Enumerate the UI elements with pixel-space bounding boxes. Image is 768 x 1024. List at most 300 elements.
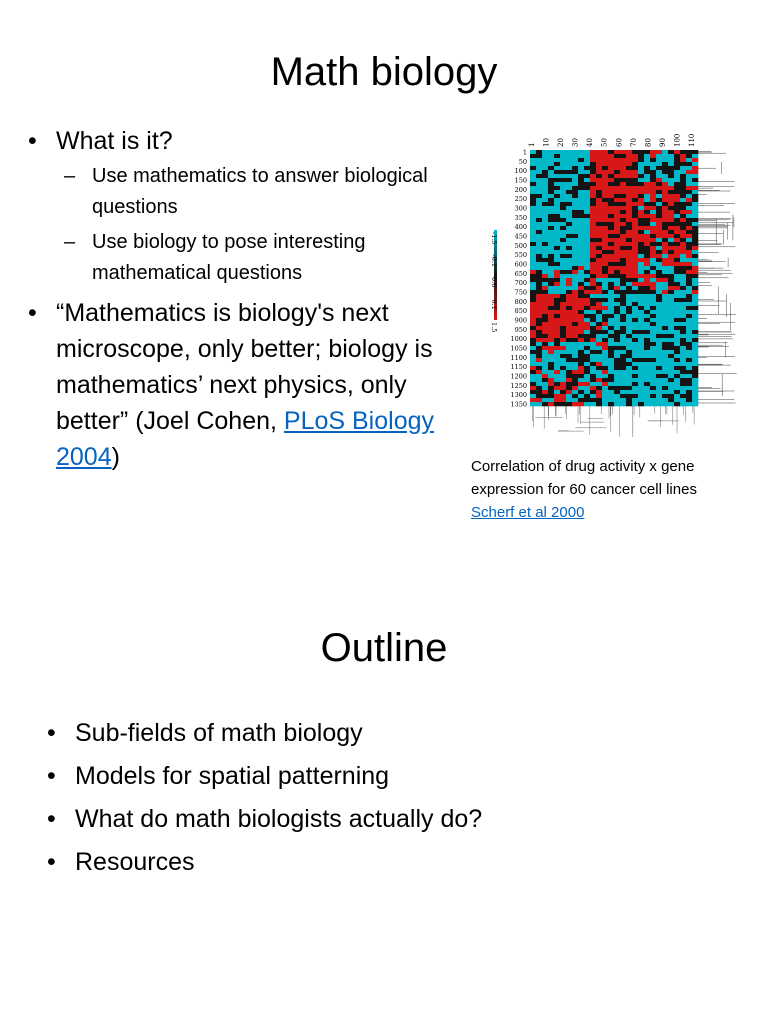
- heatmap-cell: [548, 330, 554, 334]
- heatmap-cell: [668, 242, 674, 246]
- heatmap-cell: [536, 358, 542, 362]
- heatmap-cell: [668, 390, 674, 394]
- heatmap-cell: [638, 390, 644, 394]
- heatmap-cell: [566, 274, 572, 278]
- heatmap-cell: [644, 326, 650, 330]
- heatmap-cell: [566, 262, 572, 266]
- heatmap-cell: [548, 370, 554, 374]
- heatmap-cell: [596, 382, 602, 386]
- heatmap-cell: [548, 286, 554, 290]
- bullet-what-is-it: [28, 123, 478, 289]
- heatmap-cell: [692, 166, 698, 170]
- heatmap-cell: [554, 162, 560, 166]
- heatmap-cell: [638, 238, 644, 242]
- heatmap-cell: [656, 250, 662, 254]
- heatmap-cell: [608, 402, 614, 406]
- heatmap-cell: [662, 362, 668, 366]
- heatmap-cell: [566, 326, 572, 330]
- heatmap-cell: [590, 178, 596, 182]
- heatmap-cell: [668, 310, 674, 314]
- heatmap-cell: [590, 154, 596, 158]
- heatmap-cell: [548, 206, 554, 210]
- heatmap-cell: [584, 354, 590, 358]
- heatmap-cell: [602, 222, 608, 226]
- heatmap-cell: [560, 294, 566, 298]
- heatmap-cell: [668, 154, 674, 158]
- heatmap-cell: [560, 254, 566, 258]
- heatmap-cell: [608, 286, 614, 290]
- heatmap-cell: [548, 234, 554, 238]
- heatmap-cell: [566, 294, 572, 298]
- heatmap-cell: [572, 326, 578, 330]
- heatmap-cell: [554, 354, 560, 358]
- heatmap-cell: [536, 170, 542, 174]
- heatmap-cell: [608, 258, 614, 262]
- heatmap-cell: [548, 194, 554, 198]
- heatmap-cell: [596, 306, 602, 310]
- heatmap-cell: [644, 238, 650, 242]
- heatmap-cell: [536, 174, 542, 178]
- heatmap-cell: [566, 322, 572, 326]
- heatmap-cell: [620, 158, 626, 162]
- heatmap-cell: [638, 202, 644, 206]
- heatmap-cell: [650, 286, 656, 290]
- heatmap-cell: [680, 218, 686, 222]
- heatmap-cell: [602, 298, 608, 302]
- heatmap-cell: [578, 222, 584, 226]
- heatmap-cell: [530, 230, 536, 234]
- heatmap-cell: [632, 374, 638, 378]
- heatmap-cell: [542, 382, 548, 386]
- heatmap-cell: [578, 322, 584, 326]
- heatmap-cell: [566, 286, 572, 290]
- heatmap-cell: [686, 234, 692, 238]
- heatmap-cell: [650, 278, 656, 282]
- heatmap-cell: [530, 334, 536, 338]
- heatmap-cell: [536, 246, 542, 250]
- heatmap-cell: [638, 198, 644, 202]
- heatmap-cell: [650, 198, 656, 202]
- heatmap-cell: [626, 186, 632, 190]
- heatmap-cell: [590, 330, 596, 334]
- dash-glyph: –: [64, 231, 76, 253]
- heatmap-cell: [620, 314, 626, 318]
- heatmap-cell: [596, 314, 602, 318]
- heatmap-cell: [578, 278, 584, 282]
- heatmap-cell: [662, 350, 668, 354]
- heatmap-cell: [536, 190, 542, 194]
- heatmap-cell: [656, 262, 662, 266]
- heatmap-cell: [596, 218, 602, 222]
- heatmap-cell: [554, 366, 560, 370]
- heatmap-cell: [542, 290, 548, 294]
- heatmap-cell: [662, 374, 668, 378]
- heatmap-cell: [668, 262, 674, 266]
- row-tick-label: 900: [514, 316, 527, 325]
- heatmap-cell: [596, 206, 602, 210]
- heatmap-cell: [644, 174, 650, 178]
- heatmap-cell: [584, 166, 590, 170]
- heatmap-cell: [650, 226, 656, 230]
- heatmap-cell: [584, 206, 590, 210]
- heatmap-cell: [686, 370, 692, 374]
- heatmap-cell: [644, 322, 650, 326]
- heatmap-cell: [686, 402, 692, 406]
- heatmap-cell: [572, 342, 578, 346]
- heatmap-cell: [614, 282, 620, 286]
- heatmap-cell: [590, 398, 596, 402]
- heatmap-cell: [554, 210, 560, 214]
- heatmap-cell: [560, 178, 566, 182]
- heatmap-cell: [674, 298, 680, 302]
- heatmap-cell: [542, 342, 548, 346]
- heatmap-cell: [692, 202, 698, 206]
- heatmap-cell: [596, 290, 602, 294]
- heatmap-cell: [590, 366, 596, 370]
- heatmap-cell: [686, 310, 692, 314]
- heatmap-cell: [536, 266, 542, 270]
- heatmap-cell: [614, 206, 620, 210]
- heatmap-cell: [680, 326, 686, 330]
- heatmap-cell: [590, 186, 596, 190]
- heatmap-cell: [554, 230, 560, 234]
- heatmap-cell: [644, 262, 650, 266]
- heatmap-cell: [644, 190, 650, 194]
- heatmap-cell: [692, 346, 698, 350]
- row-tick-label: 150: [514, 176, 527, 185]
- heatmap-cell: [542, 374, 548, 378]
- heatmap-cell: [584, 402, 590, 406]
- heatmap-cell: [536, 222, 542, 226]
- heatmap-cell: [668, 322, 674, 326]
- heatmap-cell: [590, 214, 596, 218]
- heatmap-cell: [536, 238, 542, 242]
- heatmap-cell: [530, 342, 536, 346]
- heatmap-cell: [542, 394, 548, 398]
- heatmap-cell: [662, 226, 668, 230]
- heatmap-cell: [584, 386, 590, 390]
- heatmap-cell: [668, 314, 674, 318]
- heatmap-cell: [620, 230, 626, 234]
- scherf-citation-link[interactable]: Scherf et al 2000: [471, 504, 585, 521]
- heatmap-cell: [596, 174, 602, 178]
- heatmap-cell: [548, 174, 554, 178]
- heatmap-cell: [692, 298, 698, 302]
- heatmap-cell: [644, 234, 650, 238]
- heatmap-cell: [584, 398, 590, 402]
- heatmap-cell: [560, 402, 566, 406]
- heatmap-cell: [638, 174, 644, 178]
- heatmap-cell: [662, 266, 668, 270]
- heatmap-cell: [590, 218, 596, 222]
- heatmap-cell: [560, 322, 566, 326]
- heatmap-cell: [590, 262, 596, 266]
- heatmap-cell: [602, 246, 608, 250]
- heatmap-cell: [554, 338, 560, 342]
- heatmap-cell: [638, 302, 644, 306]
- heatmap-cell: [542, 194, 548, 198]
- heatmap-cell: [566, 306, 572, 310]
- heatmap-cell: [554, 290, 560, 294]
- heatmap-cell: [572, 182, 578, 186]
- heatmap-cell: [560, 398, 566, 402]
- heatmap-cell: [608, 230, 614, 234]
- heatmap-cell: [530, 250, 536, 254]
- heatmap-cell: [632, 294, 638, 298]
- column-tick-label: 110: [688, 133, 696, 147]
- heatmap-cell: [626, 306, 632, 310]
- heatmap-cell: [608, 226, 614, 230]
- heatmap-cell: [584, 370, 590, 374]
- heatmap-cell: [632, 346, 638, 350]
- heatmap-cell: [644, 314, 650, 318]
- heatmap-cell: [614, 158, 620, 162]
- heatmap-cell: [668, 342, 674, 346]
- quote-end: ): [111, 443, 120, 471]
- heatmap-cell: [668, 350, 674, 354]
- heatmap-cell: [680, 306, 686, 310]
- heatmap-cell: [602, 154, 608, 158]
- heatmap-cell: [668, 398, 674, 402]
- heatmap-cell: [656, 170, 662, 174]
- plos-biology-link[interactable]: PLoS Biology 2004: [56, 407, 435, 471]
- heatmap-cell: [620, 330, 626, 334]
- heatmap-cell: [536, 306, 542, 310]
- heatmap-cell: [680, 166, 686, 170]
- heatmap-cell: [668, 366, 674, 370]
- heatmap-cell: [548, 226, 554, 230]
- heatmap-cell: [566, 354, 572, 358]
- heatmap-cell: [668, 354, 674, 358]
- heatmap-cell: [638, 166, 644, 170]
- heatmap-cell: [638, 210, 644, 214]
- heatmap-cell: [578, 258, 584, 262]
- heatmap-cell: [686, 194, 692, 198]
- heatmap-cell: [572, 314, 578, 318]
- heatmap-cell: [638, 254, 644, 258]
- heatmap-cell: [578, 298, 584, 302]
- heatmap-cell: [662, 318, 668, 322]
- heatmap-cell: [644, 398, 650, 402]
- heatmap-cell: [548, 362, 554, 366]
- heatmap-cell: [668, 278, 674, 282]
- heatmap-cell: [536, 342, 542, 346]
- heatmap-cell: [560, 162, 566, 166]
- heatmap-cell: [644, 258, 650, 262]
- heatmap-cell: [578, 350, 584, 354]
- heatmap-cell: [584, 362, 590, 366]
- heatmap-cell: [614, 170, 620, 174]
- heatmap-cell: [650, 270, 656, 274]
- heatmap-cell: [668, 222, 674, 226]
- heatmap-cell: [632, 366, 638, 370]
- heatmap-cell: [638, 326, 644, 330]
- heatmap-cell: [536, 370, 542, 374]
- heatmap-cell: [638, 242, 644, 246]
- heatmap-cell: [596, 154, 602, 158]
- heatmap-cell: [572, 362, 578, 366]
- heatmap-cell: [548, 326, 554, 330]
- heatmap-cell: [626, 278, 632, 282]
- heatmap-cell: [686, 330, 692, 334]
- heatmap-cell: [614, 334, 620, 338]
- heatmap-cell: [650, 342, 656, 346]
- heatmap-cell: [530, 398, 536, 402]
- heatmap-cell: [584, 374, 590, 378]
- heatmap-cell: [644, 386, 650, 390]
- heatmap-cell: [566, 158, 572, 162]
- heatmap-cell: [674, 374, 680, 378]
- heatmap-cell: [566, 358, 572, 362]
- heatmap-cell: [644, 230, 650, 234]
- heatmap-cell: [662, 202, 668, 206]
- heatmap-cell: [632, 210, 638, 214]
- heatmap-cell: [692, 190, 698, 194]
- heatmap-column-dendrogram: [533, 406, 695, 437]
- heatmap-cell: [668, 190, 674, 194]
- heatmap-cell: [548, 210, 554, 214]
- heatmap-cell: [620, 182, 626, 186]
- heatmap-cell: [608, 322, 614, 326]
- heatmap-cell: [572, 398, 578, 402]
- heatmap-cell: [620, 290, 626, 294]
- heatmap-cell: [554, 250, 560, 254]
- heatmap-cell: [602, 250, 608, 254]
- heatmap-cell: [596, 282, 602, 286]
- heatmap-cell: [554, 382, 560, 386]
- heatmap-cell: [662, 250, 668, 254]
- heatmap-cell: [650, 350, 656, 354]
- heatmap-cell: [560, 302, 566, 306]
- heatmap-cell: [692, 338, 698, 342]
- heatmap-cell: [608, 154, 614, 158]
- heatmap-cell: [614, 274, 620, 278]
- heatmap-cell: [680, 358, 686, 362]
- heatmap-cell: [638, 378, 644, 382]
- heatmap-cell: [620, 318, 626, 322]
- heatmap-cell: [692, 198, 698, 202]
- heatmap-cell: [578, 390, 584, 394]
- heatmap-cell: [566, 178, 572, 182]
- row-tick-label: 800: [514, 297, 527, 306]
- heatmap-cell: [644, 270, 650, 274]
- heatmap-cell: [632, 298, 638, 302]
- heatmap-cell: [602, 178, 608, 182]
- heatmap-cell: [602, 170, 608, 174]
- heatmap-cell: [638, 366, 644, 370]
- heatmap-cell: [542, 266, 548, 270]
- heatmap-cell: [626, 270, 632, 274]
- heatmap-cell: [602, 326, 608, 330]
- heatmap-cell: [680, 334, 686, 338]
- heatmap-cell: [572, 334, 578, 338]
- heatmap-cell: [656, 370, 662, 374]
- heatmap-cell: [572, 310, 578, 314]
- heatmap-cell: [548, 338, 554, 342]
- heatmap-cell: [692, 154, 698, 158]
- heatmap-cell: [548, 154, 554, 158]
- heatmap-cell: [656, 254, 662, 258]
- heatmap-cell: [596, 150, 602, 154]
- heatmap-cell: [608, 310, 614, 314]
- heatmap-cell: [680, 314, 686, 318]
- heatmap-cell: [596, 398, 602, 402]
- heatmap-cell: [656, 266, 662, 270]
- heatmap-cell: [692, 334, 698, 338]
- heatmap-cell: [584, 322, 590, 326]
- heatmap-cell: [632, 398, 638, 402]
- heatmap-cell: [626, 238, 632, 242]
- heatmap-cell: [626, 206, 632, 210]
- heatmap-cell: [530, 322, 536, 326]
- heatmap-cell: [608, 330, 614, 334]
- heatmap-cell: [626, 202, 632, 206]
- heatmap-cell: [686, 302, 692, 306]
- heatmap-cell: [584, 226, 590, 230]
- heatmap-cell: [578, 342, 584, 346]
- heatmap-cell: [602, 242, 608, 246]
- row-tick-label: 950: [514, 325, 527, 334]
- heatmap-cell: [548, 230, 554, 234]
- heatmap-cell: [632, 390, 638, 394]
- heatmap-cell: [590, 394, 596, 398]
- heatmap-cell: [680, 330, 686, 334]
- heatmap-cell: [530, 390, 536, 394]
- heatmap-cell: [560, 218, 566, 222]
- heatmap-cell: [662, 290, 668, 294]
- heatmap-cell: [644, 278, 650, 282]
- heatmap-cell: [530, 302, 536, 306]
- heatmap-cell: [680, 338, 686, 342]
- heatmap-cell: [596, 262, 602, 266]
- heatmap-cell: [530, 346, 536, 350]
- heatmap-cell: [602, 338, 608, 342]
- heatmap-cell: [578, 382, 584, 386]
- heatmap-cell: [614, 346, 620, 350]
- heatmap-cell: [626, 302, 632, 306]
- heatmap-cell: [554, 254, 560, 258]
- heatmap-cell: [632, 242, 638, 246]
- heatmap-cell: [536, 366, 542, 370]
- heatmap-cell: [584, 174, 590, 178]
- heatmap-cell: [542, 258, 548, 262]
- heatmap-cell: [602, 374, 608, 378]
- heatmap-cell: [560, 198, 566, 202]
- heatmap-cell: [590, 258, 596, 262]
- heatmap-cell: [632, 378, 638, 382]
- sub-bullet-text: Use biology to pose interesting mathematical questions: [92, 231, 366, 284]
- heatmap-cell: [626, 246, 632, 250]
- heatmap-cell: [656, 302, 662, 306]
- heatmap-cell: [656, 290, 662, 294]
- heatmap-cell: [686, 282, 692, 286]
- heatmap-cell: [614, 242, 620, 246]
- heatmap-color-scale: [490, 230, 498, 332]
- heatmap-cell: [662, 150, 668, 154]
- heatmap-cell: [656, 166, 662, 170]
- heatmap-cell: [656, 386, 662, 390]
- heatmap-cell: [626, 318, 632, 322]
- heatmap-cell: [626, 314, 632, 318]
- heatmap-cell: [686, 374, 692, 378]
- row-tick-label: 500: [514, 241, 527, 250]
- heatmap-cell: [620, 202, 626, 206]
- heatmap-cell: [632, 246, 638, 250]
- heatmap-cell: [680, 226, 686, 230]
- heatmap-cell: [668, 386, 674, 390]
- heatmap-cell: [680, 222, 686, 226]
- heatmap-cell: [530, 370, 536, 374]
